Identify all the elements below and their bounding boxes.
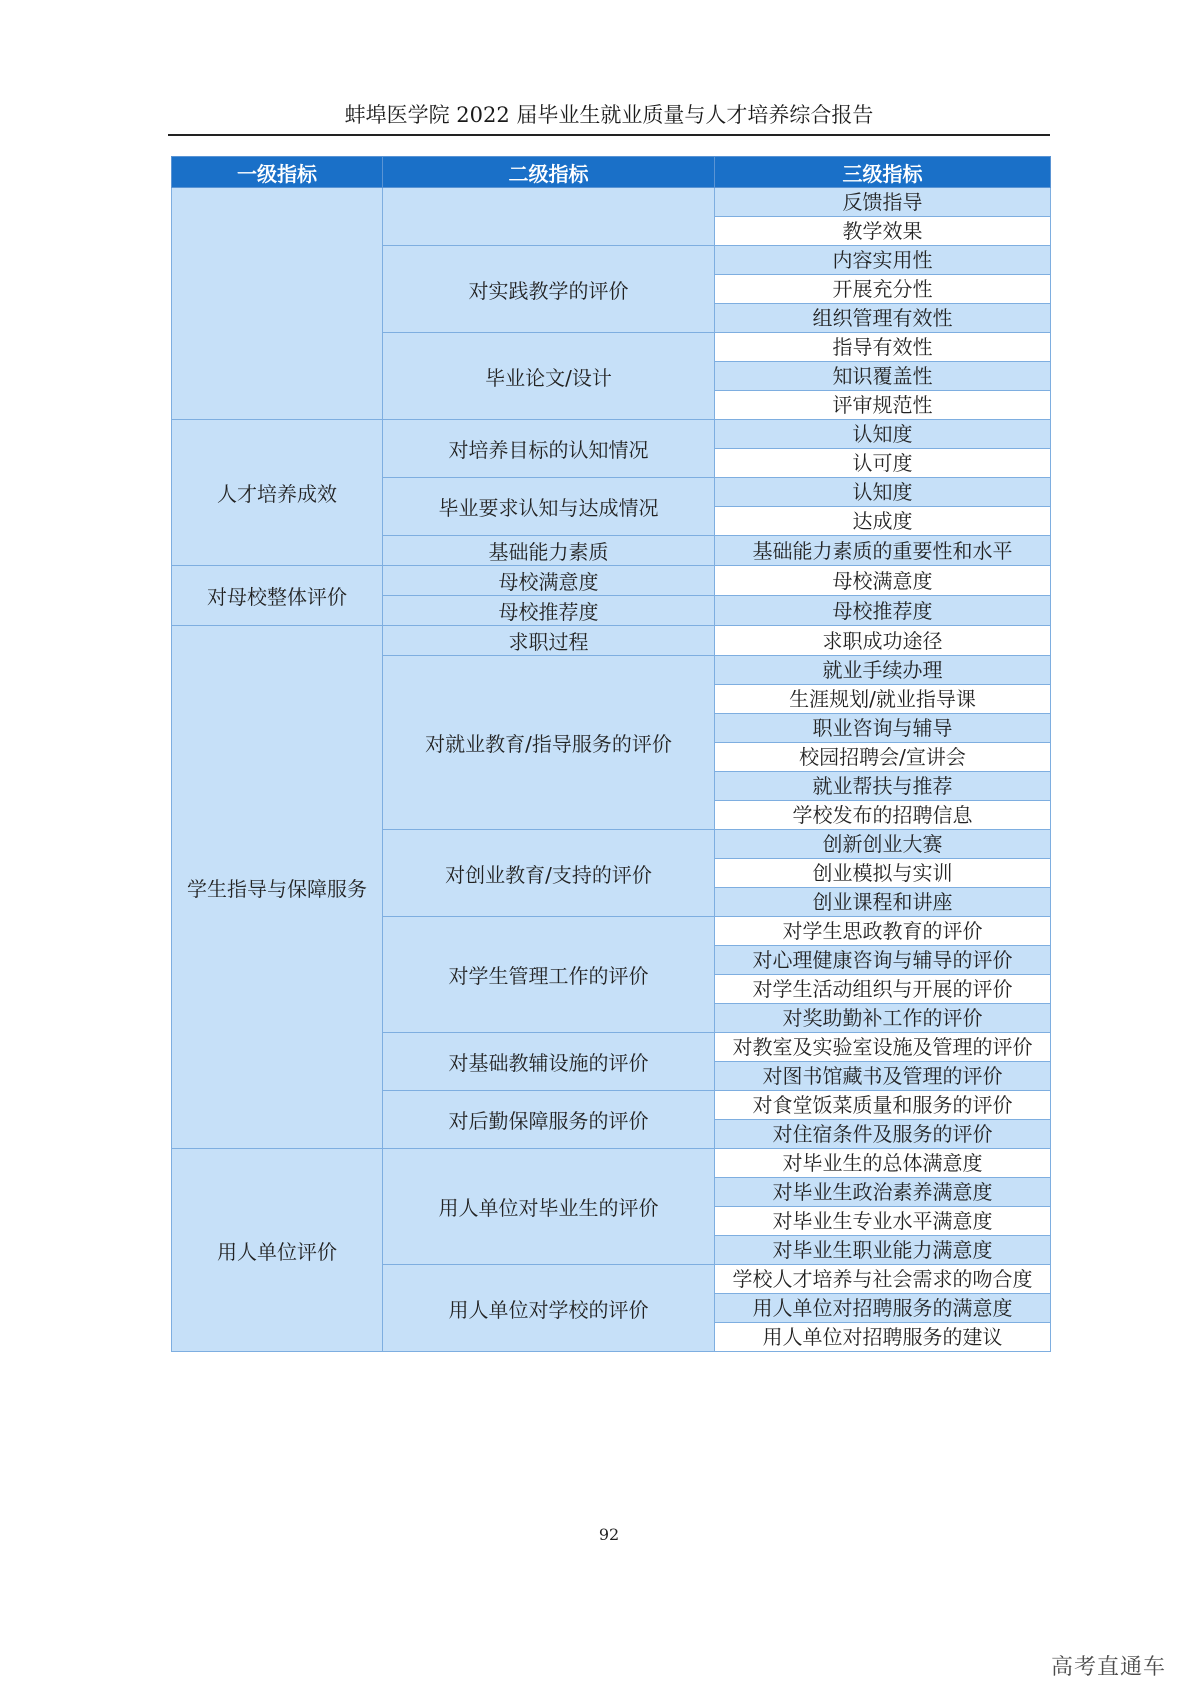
level3-cell: 认知度 — [715, 420, 1051, 449]
level3-cell: 指导有效性 — [715, 333, 1051, 362]
level2-cell: 母校满意度 — [383, 566, 715, 596]
page-number: 92 — [598, 1525, 620, 1544]
level3-cell: 知识覆盖性 — [715, 362, 1051, 391]
level1-cell: 用人单位评价 — [172, 1149, 383, 1352]
level3-cell: 对毕业生的总体满意度 — [715, 1149, 1051, 1178]
level3-cell: 对学生活动组织与开展的评价 — [715, 975, 1051, 1004]
level1-cell: 学生指导与保障服务 — [172, 626, 383, 1149]
level3-cell: 基础能力素质的重要性和水平 — [715, 536, 1051, 566]
indicator-table — [171, 156, 1051, 1352]
table-row — [172, 1149, 1051, 1178]
level2-cell: 基础能力素质 — [383, 536, 715, 566]
level3-cell: 创业模拟与实训 — [715, 859, 1051, 888]
level2-cell: 毕业要求认知与达成情况 — [383, 478, 715, 536]
header-divider — [168, 134, 1050, 136]
level2-cell: 母校推荐度 — [383, 596, 715, 626]
level3-cell: 达成度 — [715, 507, 1051, 536]
level2-cell: 对学生管理工作的评价 — [383, 917, 715, 1033]
indicator-table-container — [171, 156, 1050, 1352]
level3-cell: 母校推荐度 — [715, 596, 1051, 626]
level3-cell: 认知度 — [715, 478, 1051, 507]
level3-cell: 对住宿条件及服务的评价 — [715, 1120, 1051, 1149]
level3-cell: 母校满意度 — [715, 566, 1051, 596]
level3-cell: 就业手续办理 — [715, 656, 1051, 685]
table-row — [172, 420, 1051, 449]
level3-cell: 对毕业生专业水平满意度 — [715, 1207, 1051, 1236]
watermark-text: 高考直通车 — [1050, 1655, 1166, 1680]
column-header-level1: 一级指标 — [172, 157, 383, 188]
level2-cell: 对创业教育/支持的评价 — [383, 830, 715, 917]
level3-cell: 创新创业大赛 — [715, 830, 1051, 859]
level3-cell: 组织管理有效性 — [715, 304, 1051, 333]
level2-cell: 用人单位对学校的评价 — [383, 1265, 715, 1352]
level3-cell: 对心理健康咨询与辅导的评价 — [715, 946, 1051, 975]
level2-cell: 求职过程 — [383, 626, 715, 656]
table-row — [172, 626, 1051, 656]
page-header-title: 蚌埠医学院 2022 届毕业生就业质量与人才培养综合报告 — [344, 103, 874, 127]
level3-cell: 就业帮扶与推荐 — [715, 772, 1051, 801]
level3-cell: 对奖助勤补工作的评价 — [715, 1004, 1051, 1033]
level2-cell: 对后勤保障服务的评价 — [383, 1091, 715, 1149]
level3-cell: 对图书馆藏书及管理的评价 — [715, 1062, 1051, 1091]
table-row — [172, 188, 1051, 217]
level3-cell: 生涯规划/就业指导课 — [715, 685, 1051, 714]
level3-cell: 反馈指导 — [715, 188, 1051, 217]
level3-cell: 评审规范性 — [715, 391, 1051, 420]
level3-cell: 求职成功途径 — [715, 626, 1051, 656]
level3-cell: 开展充分性 — [715, 275, 1051, 304]
level1-cell: 人才培养成效 — [172, 420, 383, 566]
column-header-level2: 二级指标 — [383, 157, 715, 188]
table-header-row — [172, 157, 1051, 188]
level2-cell: 用人单位对毕业生的评价 — [383, 1149, 715, 1265]
level3-cell: 教学效果 — [715, 217, 1051, 246]
level3-cell: 对学生思政教育的评价 — [715, 917, 1051, 946]
column-header-level3: 三级指标 — [715, 157, 1051, 188]
level3-cell: 用人单位对招聘服务的建议 — [715, 1323, 1051, 1352]
level3-cell: 对教室及实验室设施及管理的评价 — [715, 1033, 1051, 1062]
level3-cell: 创业课程和讲座 — [715, 888, 1051, 917]
level3-cell: 学校发布的招聘信息 — [715, 801, 1051, 830]
level2-cell: 毕业论文/设计 — [383, 333, 715, 420]
level1-cell — [172, 188, 383, 420]
level2-cell: 对基础教辅设施的评价 — [383, 1033, 715, 1091]
level2-cell: 对实践教学的评价 — [383, 246, 715, 333]
level3-cell: 对毕业生政治素养满意度 — [715, 1178, 1051, 1207]
level2-cell — [383, 188, 715, 246]
level2-cell: 对培养目标的认知情况 — [383, 420, 715, 478]
level3-cell: 对毕业生职业能力满意度 — [715, 1236, 1051, 1265]
level3-cell: 职业咨询与辅导 — [715, 714, 1051, 743]
level2-cell: 对就业教育/指导服务的评价 — [383, 656, 715, 830]
level1-cell: 对母校整体评价 — [172, 566, 383, 626]
level3-cell: 认可度 — [715, 449, 1051, 478]
level3-cell: 学校人才培养与社会需求的吻合度 — [715, 1265, 1051, 1294]
level3-cell: 校园招聘会/宣讲会 — [715, 743, 1051, 772]
level3-cell: 用人单位对招聘服务的满意度 — [715, 1294, 1051, 1323]
level3-cell: 内容实用性 — [715, 246, 1051, 275]
table-row — [172, 566, 1051, 596]
level3-cell: 对食堂饭菜质量和服务的评价 — [715, 1091, 1051, 1120]
